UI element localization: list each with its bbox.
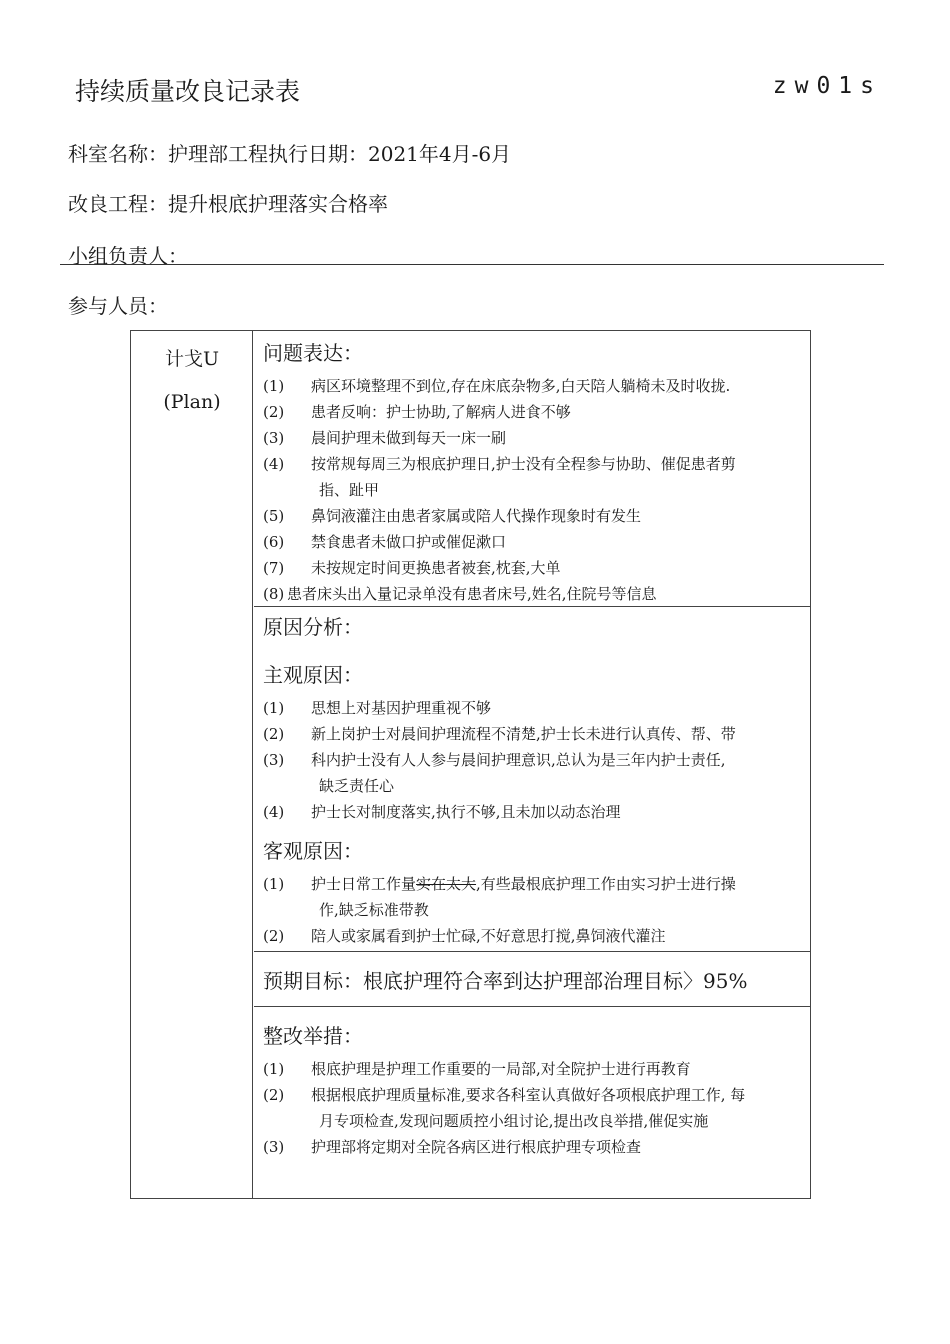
plan-label-en: (Plan) [163,391,221,413]
causes-title: 原因分析： [263,615,363,639]
page-title: 持续质量改良记录表 [75,77,301,106]
problems-title: 问题表达： [263,341,363,365]
list-item-continuation: 月专项检查,发现问题质控小组讨论,提出改良举措,催促实施 [319,1112,709,1130]
list-item-continuation: 指、趾甲 [319,481,380,499]
list-item: (2) 根据根底护理质量标准,要求各科室认真做好各项根底护理工作, 每 [263,1086,746,1104]
subjective-causes-title: 主观原因： [263,663,363,687]
plan-table [130,330,811,1199]
project-line: 改良工程：提升根底护理落实合格率 [68,192,388,216]
goal-text: 预期目标：根底护理符合率到达护理部治理目标〉95% [263,969,748,993]
plan-label-cn: 计戈U [164,348,219,370]
list-item-continuation: 作,缺乏标准带教 [319,901,429,919]
list-item: (1) 护士日常工作量实在太大,有些最根底护理工作由实习护士进行操 [263,875,736,893]
department-date-line: 科室名称：护理部工程执行日期：2021年4月-6月 [68,142,512,166]
list-item: (2) 陪人或家属看到护士忙碌,不好意思打搅,鼻饲液代灌注 [263,927,666,945]
list-item-continuation: 缺乏责任心 [319,777,395,795]
plan-label-column [131,331,253,1198]
form-code: zw01s [772,73,882,99]
participants-label: 参与人员： [68,294,168,318]
list-item: (3) 科内护士没有人人参与晨间护理意识,总认为是三年内护士责任, [263,751,726,769]
list-item: (7) 未按规定时间更换患者被套,枕套,大单 [263,559,561,577]
list-item: (8) 患者床头出入量记录单没有患者床号,姓名,住院号等信息 [263,585,657,603]
measures-title: 整改举措： [263,1024,363,1048]
list-item: (2) 新上岗护士对晨间护理流程不清楚,护士长未进行认真传、帮、带 [263,725,736,743]
list-item: (1) 根底护理是护理工作重要的一局部,对全院护士进行再教育 [263,1060,691,1078]
list-item: (2) 患者反响：护士协助,了解病人进食不够 [263,403,571,421]
struck-text: 实在太大 [416,875,477,893]
leader-label: 小组负责人： [68,244,188,268]
list-item: (3) 护理部将定期对全院各病区进行根底护理专项检查 [263,1138,642,1156]
list-item: (6) 禁食患者未做口护或催促漱口 [263,533,507,551]
causes-section [254,607,811,951]
goal-section [254,952,811,1006]
list-item: (1) 病区环境整理不到位,存在床底杂物多,白天陪人躺椅未及时收拢. [263,377,731,395]
list-item: (3) 晨间护理未做到每天一床一刷 [263,429,507,447]
problems-section [254,331,811,607]
measures-section [254,1007,811,1200]
list-item: (4) 按常规每周三为根底护理日,护士没有全程参与协助、催促患者剪 [263,455,736,473]
leader-underline [60,264,884,265]
objective-causes-title: 客观原因： [263,839,363,863]
list-item: (1) 思想上对基因护理重视不够 [263,699,492,717]
list-item: (5) 鼻饲液灌注由患者家属或陪人代操作现象时有发生 [263,507,642,525]
list-item: (4) 护士长对制度落实,执行不够,且未加以动态治理 [263,803,621,821]
